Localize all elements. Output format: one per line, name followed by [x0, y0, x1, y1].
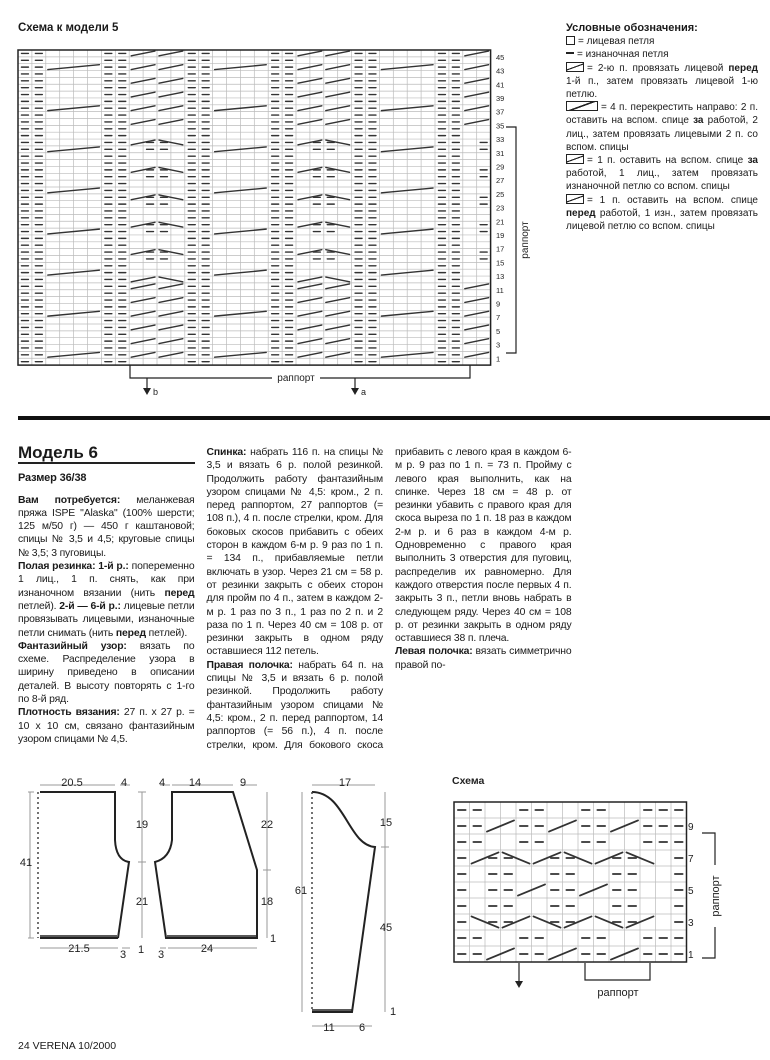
paragraph-lead: Вам потребуется:	[18, 494, 121, 506]
dim-sleeve-top: 17	[338, 777, 352, 789]
dim-front-lower: 18	[260, 896, 274, 908]
legend-item	[566, 101, 758, 154]
cross-front-symbol-icon	[566, 194, 584, 204]
paragraph-lead: Левая полочка:	[395, 646, 473, 658]
repeat-label-vertical: раппорт	[710, 875, 722, 917]
paragraph	[395, 645, 572, 672]
chart-title: Схема к модели 5	[18, 22, 119, 34]
paragraph-lead: Полая резинка: 1-й р.:	[18, 561, 129, 573]
legend-item	[566, 194, 758, 234]
dim-armhole-height: 19	[135, 819, 149, 831]
row-number-label: 37	[496, 107, 505, 117]
row-number-label: 3	[496, 340, 501, 350]
legend	[566, 22, 758, 233]
paragraph-lead: Плотность вязания:	[18, 707, 120, 719]
sleeve-outline	[312, 792, 375, 1012]
legend-text: = 1 п. оставить на вспом. спице	[587, 155, 748, 167]
paragraph-lead: Правая полочка:	[206, 659, 293, 671]
dim-back-inc: 3	[119, 949, 127, 961]
legend-text: 1-й п., затем провязать лицевой 1-ю петлю.	[566, 75, 758, 101]
legend-item	[566, 35, 758, 48]
row-number-label: 15	[496, 258, 505, 268]
legend-text: = 4 п. перекрестить направо: 2 п. оставить на вспом. спице	[566, 102, 758, 127]
dim-neck-height: 22	[260, 819, 274, 831]
dim-back-top: 20.5	[61, 777, 83, 789]
knitting-chart-model-6	[440, 770, 740, 1010]
arrow-b-label: b	[153, 387, 159, 397]
legend-item	[566, 48, 758, 61]
vertical-repeat-bracket	[506, 127, 516, 353]
paragraph-lead: 2-й — 6-й р.:	[59, 600, 121, 612]
paragraph-text: петлей).	[145, 627, 188, 639]
dim-front-armhole: 4	[158, 777, 166, 789]
row-number-label: 35	[496, 121, 505, 131]
dim-front-shoulder: 14	[188, 777, 202, 789]
legend-items	[566, 35, 758, 233]
legend-emphasis: перед	[728, 62, 758, 74]
knitting-chart-model-5	[0, 0, 560, 400]
article-body	[18, 443, 760, 762]
dim-sleeve-height: 45	[379, 922, 393, 934]
dim-back-height: 41	[19, 857, 33, 869]
row-number-label: 21	[496, 217, 505, 227]
paragraph-lead: перед	[115, 627, 146, 639]
dim-front-rib: 1	[269, 933, 277, 945]
row-number-label: 39	[496, 93, 505, 103]
paragraph-text: меланжевая пряжа ISPE "Alaska" (100% шерсти; 125 м/50 г) — 450 г каштановой; спицы № 3,5 и 4,5; круговые спицы № 3,5; 3 пуговицы.	[18, 494, 195, 559]
row-number-label: 7	[688, 854, 694, 865]
cross-2-symbol-icon	[566, 62, 584, 72]
row-number-label: 31	[496, 148, 505, 158]
section-divider	[18, 416, 770, 420]
legend-text: работой, 1 лиц., затем провязать изнаночной петлю со вспом. спицы	[566, 168, 758, 193]
paragraph-lead: Фантазийный узор:	[18, 640, 127, 652]
repeat-label-vertical: раппорт	[520, 221, 531, 259]
row-number-label: 9	[496, 299, 501, 309]
row-number-label: 5	[496, 326, 501, 336]
repeat-label-bottom: раппорт	[597, 987, 639, 999]
paragraph-text: 27 п. х 27 р. = 10 х 10 см, связано фантазийным узором спицами № 4,5.	[18, 707, 195, 745]
paragraph	[18, 640, 195, 706]
paragraph-text: набрать 116 п. на спицы № 3,5 и вязать 6 р. полой резинкой. Продолжить работу фантазийным узором спицами № 4,5: кром., 2 п. перед раппортом, 27 раппортов (= 108 п.), 4 п. после стрелки, кром. Для боковых скосов прибавить с обеих сторон в каждом 6-м р. 9 раз по 1 п. = 134 п., прибавляемые петли включать в узор. Через 21 см = 58 р. от резинки закрыть с обеих сторон для пройм по 4 п., затем в каждом 2-м р. 1 раз по 3 п., 1 раз по 2 п. и 2 раза по 1 п. Через 40 см = 108 р. от резинки закрыть в одном ряду оставшиеся 112 петель.	[206, 447, 383, 658]
paragraph	[18, 706, 195, 746]
row-number-label: 25	[496, 189, 505, 199]
paragraph-text: вязать по схеме. Распределение узора в ширину приведено в описании деталей. В высоту повторять с 1-го по 8-й ряд.	[18, 640, 195, 706]
cross-4-symbol-icon	[566, 101, 598, 111]
dash-symbol-icon	[566, 52, 574, 54]
down-arrow-icon	[143, 388, 359, 395]
page-footer: 24 VERENA 10/2000	[18, 1040, 117, 1052]
row-number-label: 1	[688, 950, 694, 961]
dim-sleeve-cap: 15	[379, 817, 393, 829]
legend-item	[566, 62, 758, 102]
chart-marks	[458, 810, 683, 960]
dim-back-bottom: 21.5	[68, 943, 90, 955]
row-number-label: 27	[496, 176, 505, 186]
row-number-label: 19	[496, 230, 505, 240]
size-label: Размер 36/38	[18, 472, 87, 485]
dim-sleeve-bottom: 11	[323, 1022, 335, 1034]
row-number-label: 41	[496, 80, 505, 90]
paragraph-text: попеременно 1 лиц., 1 п. снять, как при изнаночном вязании (нить	[18, 561, 195, 599]
row-number-label: 1	[496, 354, 501, 364]
arrow-shaft	[147, 378, 355, 392]
row-number-label: 33	[496, 135, 505, 145]
dim-back-rib: 1	[137, 944, 145, 956]
legend-text: работой, 1 изн., затем провязать лицевой петлю со вспом. спицы	[566, 207, 758, 233]
row-number-label: 3	[688, 918, 694, 929]
paragraph-text: лицевые петли провязывать лицевыми, изнаночные петли снимать (нить	[18, 600, 195, 639]
paragraph-text: петлей).	[18, 600, 60, 612]
legend-text: работой, 2 лиц., затем провязать лицевыми 2 п. со вспом. спицы	[566, 115, 758, 153]
row-number-label: 5	[688, 886, 694, 897]
paragraph-text: вязать симметрично правой по-	[395, 646, 572, 671]
arrow-a-label: a	[361, 387, 367, 397]
dim-sleeve-rib: 1	[389, 1006, 397, 1018]
chart-grid	[18, 50, 491, 365]
paragraph	[18, 494, 195, 560]
dim-front-inc: 3	[157, 949, 165, 961]
down-arrow-icon	[515, 981, 523, 988]
legend-emphasis: за	[693, 115, 704, 127]
back-piece-outline	[40, 792, 129, 938]
row-number-label: 13	[496, 272, 505, 282]
legend-text: = 1 п. оставить на вспом. спице	[587, 194, 758, 206]
legend-emphasis: за	[747, 155, 758, 167]
paragraph	[207, 446, 384, 659]
article-heading: Модель 6	[18, 446, 195, 464]
legend-item	[566, 154, 758, 194]
dim-sleeve-total: 61	[294, 885, 308, 897]
row-labels	[688, 822, 694, 961]
row-number-label: 29	[496, 162, 505, 172]
paragraph	[18, 560, 195, 640]
cross-behind-symbol-icon	[566, 154, 584, 164]
paragraphs	[18, 446, 572, 762]
legend-text: = изнаночная петля	[577, 49, 669, 61]
row-number-label: 11	[496, 285, 504, 295]
dim-front-neck: 9	[239, 777, 247, 789]
dim-sleeve-inc: 6	[358, 1022, 366, 1034]
dim-side-height: 21	[135, 896, 149, 908]
square-symbol-icon	[566, 36, 575, 45]
row-number-label: 7	[496, 313, 501, 323]
row-number-label: 9	[688, 822, 694, 833]
row-number-label: 45	[496, 52, 505, 62]
row-labels	[496, 53, 504, 363]
paragraph-lead: Спинка:	[206, 447, 247, 458]
front-piece-outline	[155, 792, 257, 938]
dim-front-bottom: 24	[200, 943, 214, 955]
row-number-label: 23	[496, 203, 505, 213]
dim-back-armhole: 4	[120, 777, 128, 789]
legend-text: = 2-ю п. провязать лицевой	[587, 62, 729, 74]
row-number-label: 43	[496, 66, 505, 76]
paragraph-text: набрать 64 п. на спицы № 3,5 и вязать 6 р. полой резинкой. Продолжить работу фантазийным узором спицами № 4,5: кром., 2 п. перед раппортом, 14 раппортов (= 56 п.), 4 п. после стрелки, кром. Для бокового скоса прибавить с левого края в каждом 6-м р. 9 раз по 1 п. = 73 п. Пройму с левого края выполнить, как на спинке. Через 18 см = 48 р. от резинки убавить с правого края для скоса выреза по 1 п. 18 раз в каждом 2-м р. и 6 раз в каждом 4-м р. Одновременно с правого края выполнить 3 отверстия для пуговиц, распределив их равномерно. Для каждого отверстия после первых 4 п. закрыть 3 п., петли вновь набрать в следующем ряду. Через 40 см = 108 р. от резинки закрыть в одном ряду оставшиеся 38 п. плеча.	[206, 447, 572, 751]
repeat-label-bottom: раппорт	[277, 373, 315, 384]
legend-text: = лицевая петля	[578, 36, 655, 48]
legend-emphasis: перед	[566, 207, 596, 219]
row-number-label: 17	[496, 244, 505, 254]
paragraph-lead: перед	[164, 587, 195, 599]
small-chart-title: Схема	[452, 775, 485, 787]
legend-title: Условные обозначения:	[566, 22, 698, 34]
pattern-pieces-diagram	[0, 760, 430, 1040]
horizontal-repeat-bracket	[585, 963, 650, 980]
